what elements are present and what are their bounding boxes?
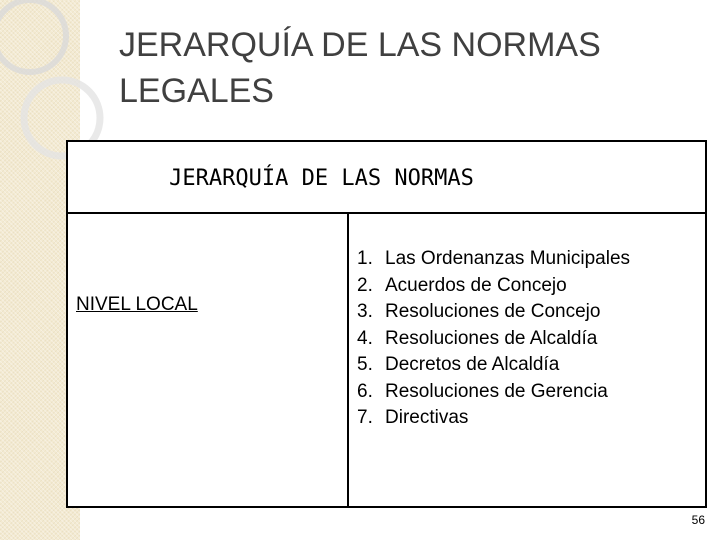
table-header-row (68, 142, 705, 214)
list-item (357, 273, 630, 300)
list-item (357, 379, 630, 406)
list-item (357, 326, 630, 353)
list-item-number: 6. (357, 380, 373, 402)
norms-list-cell (349, 214, 705, 506)
list-item (357, 405, 630, 432)
list-item (357, 299, 630, 326)
list-item-number: 5. (357, 354, 373, 375)
list-item-label: Directivas (385, 407, 469, 428)
page-number: 56 (691, 513, 705, 527)
list-item-number: 4. (357, 327, 373, 349)
list-item-label: Resoluciones de Gerencia (385, 380, 608, 402)
level-label: NIVEL LOCAL (76, 294, 198, 315)
list-item-label: Decretos de Alcaldía (385, 354, 560, 375)
list-item-label: Resoluciones de Concejo (385, 301, 601, 322)
norms-list (357, 246, 630, 432)
list-item-label: Resoluciones de Alcaldía (385, 327, 598, 349)
list-item-label: Las Ordenanzas Municipales (385, 248, 631, 269)
slide-title: JERARQUÍA DE LAS NORMAS LEGALES (119, 26, 601, 110)
list-item-number: 7. (357, 407, 373, 428)
level-cell (68, 214, 349, 506)
list-item-number: 2. (357, 274, 373, 296)
list-item (357, 352, 630, 379)
list-item-number: 1. (357, 248, 373, 269)
list-item-number: 3. (357, 301, 373, 322)
list-item-label: Acuerdos de Concejo (385, 274, 567, 296)
table-header-text: JERARQUÍA DE LAS NORMAS (169, 166, 474, 191)
list-item (357, 246, 630, 273)
hierarchy-table (66, 140, 707, 508)
